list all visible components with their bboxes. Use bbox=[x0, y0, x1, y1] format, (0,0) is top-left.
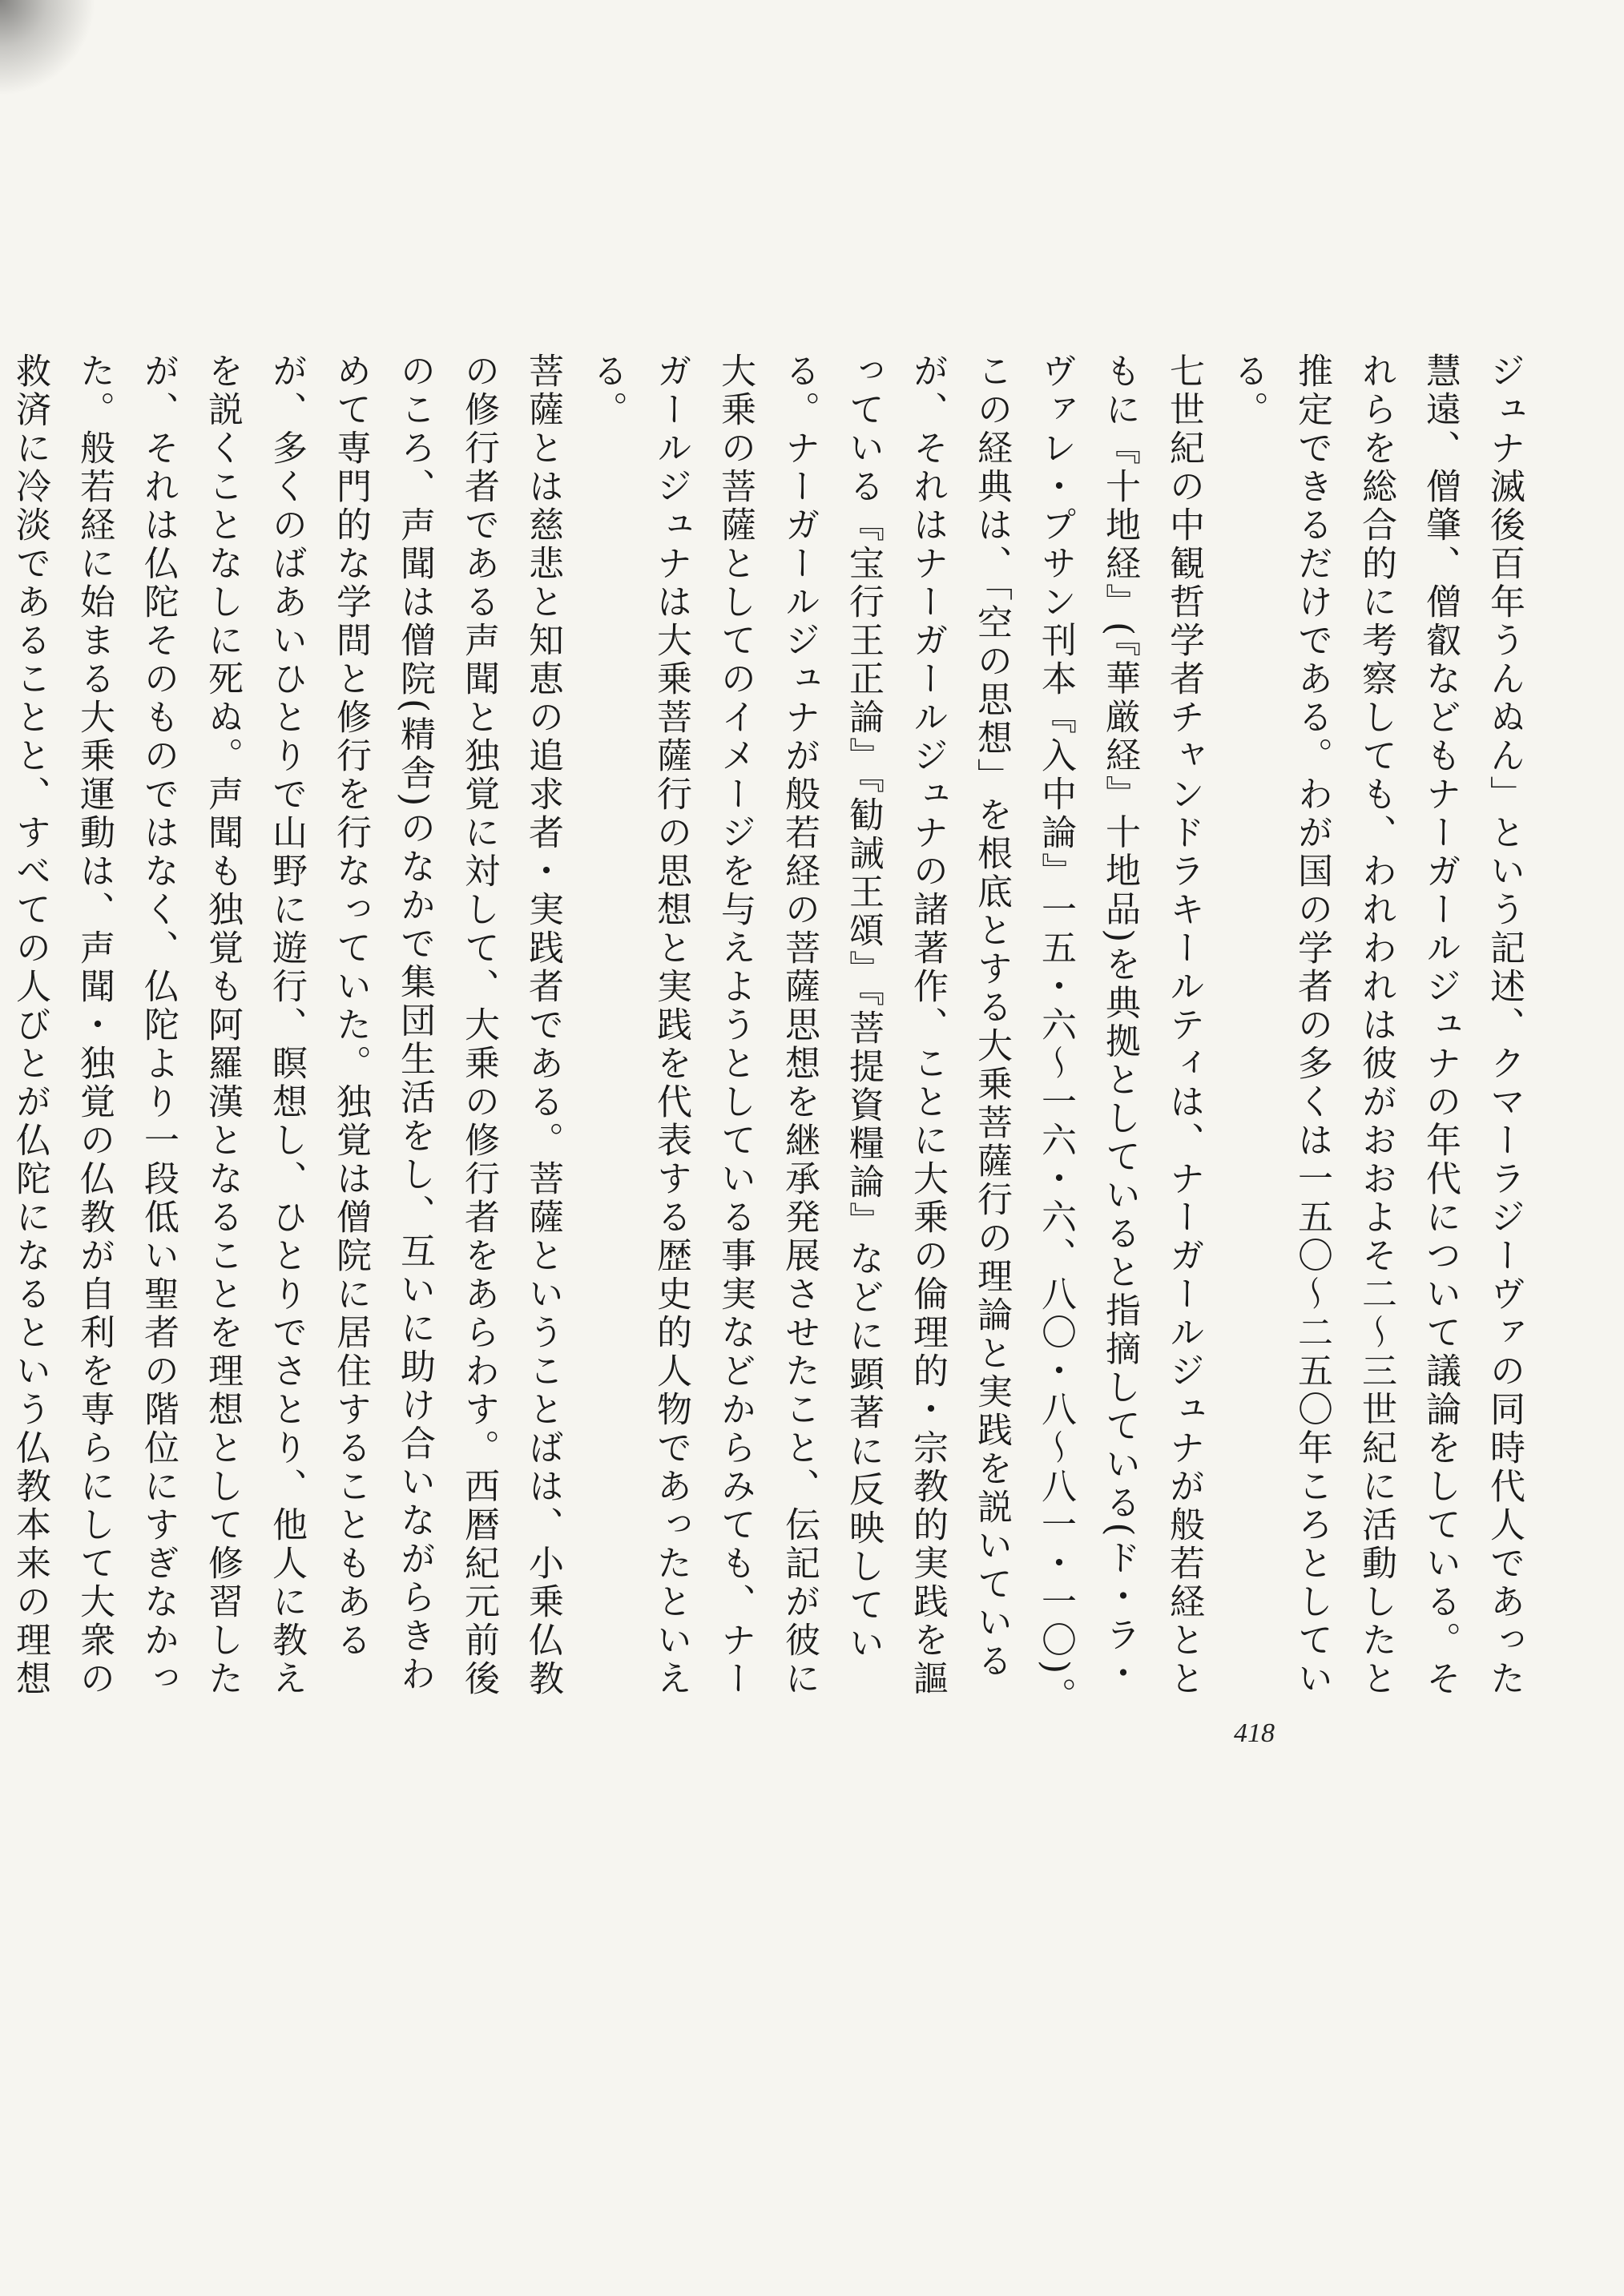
paragraph-3: 菩薩とは慈悲と知恵の追求者・実践者である。菩薩ということばは、小乗仏教の修行者である声聞と独覚に対して、大乗の修行者をあらわす。西暦紀元前後のころ、声聞は僧院(精舎)のなかで集団生活をし、互いに助け合いながらきわめて専門的な学問と修行を行なっていた。独覚は僧院に居住することもあるが、多くのばあいひとりで山野に遊行、瞑想し、ひとりでさとり、他人に教えを説くことなしに死ぬ。声聞も独覚も阿羅漢となることを理想として修習したが、それは仏陀そのものではなく、仏陀より一段低い聖者の階位にすぎなかった。般若経に始まる大乗運動は、声聞・独覚の仏教が自利を専らにして大衆の救済に冷淡であることと、すべての人びとが仏陀になるという仏教本来の理想 bbox=[10, 352, 563, 1698]
scan-smudge bbox=[0, 0, 96, 96]
page-number: 418 bbox=[1234, 1718, 1275, 1748]
paragraph-1: ジュナ滅後百年うんぬん」という記述、クマーラジーヴァの同時代人であった慧遠、僧肇、僧叡などもナーガールジュナの年代について議論をしている。それらを総合的に考察しても、われわれは彼がおおよそ二〜三世紀に活動したと推定できるだけである。わが国の学者の多くは一五〇〜二五〇年ころとしている。 bbox=[1227, 352, 1525, 1698]
paragraph-2: 七世紀の中観哲学者チャンドラキールティは、ナーガールジュナが般若経とともに『十地経』(『華厳経』十地品)を典拠としていると指摘している(ド・ラ・ヴァレ・プサン刊本『入中論』一五・六〜一六・六、八〇・八〜八一・一〇)。この経典は、「空の思想」を根底とする大乗菩薩行の理論と実践を説いているが、それはナーガールジュナの諸著作、ことに大乗の倫理的・宗教的実践を謳っている『宝行王正論』『勧誡王頌』『菩提資糧論』などに顕著に反映している。ナーガールジュナが般若経の菩薩思想を継承発展させたこと、伝記が彼に大乗の菩薩としてのイメージを与えようとしている事実などからみても、ナーガールジュナは大乗菩薩行の思想と実践を代表する歴史的人物であったといえる。 bbox=[586, 352, 1204, 1716]
vertical-text-body bbox=[10, 352, 1536, 1730]
